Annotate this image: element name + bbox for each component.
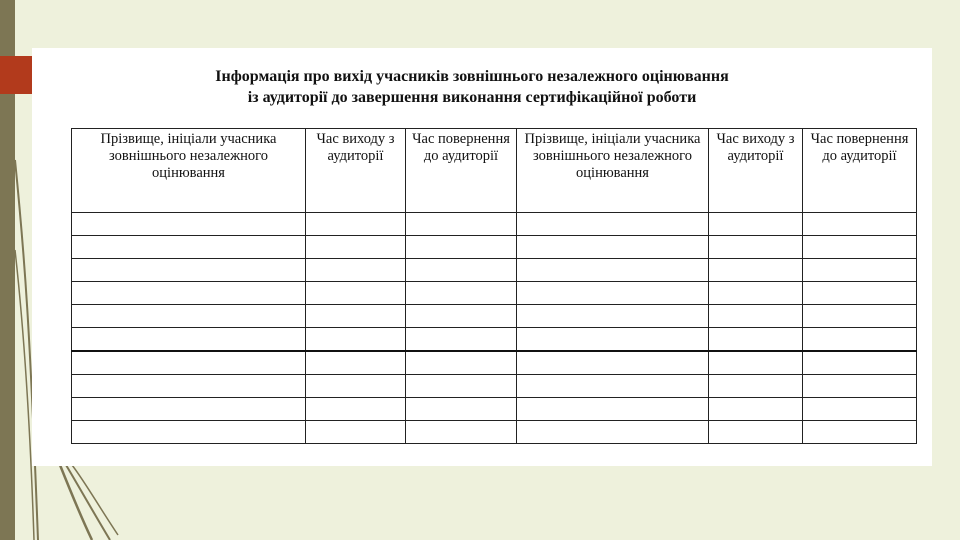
header-return-time-1: Час повернення до аудиторії xyxy=(406,129,517,213)
table-cell[interactable] xyxy=(517,421,709,444)
table-cell[interactable] xyxy=(709,282,803,305)
table-cell[interactable] xyxy=(306,236,406,259)
table-cell[interactable] xyxy=(306,328,406,352)
table-cell[interactable] xyxy=(72,328,306,352)
table-cell[interactable] xyxy=(803,282,917,305)
table-row xyxy=(72,351,917,375)
table-cell[interactable] xyxy=(517,398,709,421)
table-cell[interactable] xyxy=(803,351,917,375)
table-cell[interactable] xyxy=(406,305,517,328)
table-cell[interactable] xyxy=(72,421,306,444)
table-cell[interactable] xyxy=(306,398,406,421)
table-cell[interactable] xyxy=(406,328,517,352)
table-cell[interactable] xyxy=(406,213,517,236)
table-cell[interactable] xyxy=(72,398,306,421)
header-exit-time-1: Час виходу з аудиторії xyxy=(306,129,406,213)
table-cell[interactable] xyxy=(306,351,406,375)
header-name-1: Прізвище, ініціали учасника зовнішнього незалежного оцінювання xyxy=(72,129,306,213)
table-row xyxy=(72,236,917,259)
table-cell[interactable] xyxy=(306,259,406,282)
table-cell[interactable] xyxy=(72,282,306,305)
header-exit-time-2: Час виходу з аудиторії xyxy=(709,129,803,213)
header-return-time-2: Час повернення до аудиторії xyxy=(803,129,917,213)
table-row xyxy=(72,421,917,444)
table-cell[interactable] xyxy=(406,398,517,421)
table-cell[interactable] xyxy=(72,213,306,236)
table-cell[interactable] xyxy=(803,375,917,398)
table-cell[interactable] xyxy=(709,351,803,375)
table-cell[interactable] xyxy=(803,398,917,421)
table-cell[interactable] xyxy=(306,375,406,398)
table-row xyxy=(72,259,917,282)
table-cell[interactable] xyxy=(709,259,803,282)
table-cell[interactable] xyxy=(406,236,517,259)
table-cell[interactable] xyxy=(517,236,709,259)
table-cell[interactable] xyxy=(709,375,803,398)
table-cell[interactable] xyxy=(803,236,917,259)
table-cell[interactable] xyxy=(72,351,306,375)
table-cell[interactable] xyxy=(517,375,709,398)
table-cell[interactable] xyxy=(72,236,306,259)
table-cell[interactable] xyxy=(517,259,709,282)
header-row xyxy=(72,129,917,213)
table-cell[interactable] xyxy=(709,236,803,259)
table-cell[interactable] xyxy=(709,305,803,328)
table-cell[interactable] xyxy=(803,259,917,282)
header-name-2: Прізвище, ініціали учасника зовнішнього незалежного оцінювання xyxy=(517,129,709,213)
title-line-2: із аудиторії до завершення виконання сертифікаційної роботи xyxy=(247,89,697,106)
table-cell[interactable] xyxy=(306,305,406,328)
table-cell[interactable] xyxy=(803,421,917,444)
table-cell[interactable] xyxy=(517,305,709,328)
exit-log-table xyxy=(71,128,917,444)
table-cell[interactable] xyxy=(72,305,306,328)
table-cell[interactable] xyxy=(517,213,709,236)
table-cell[interactable] xyxy=(406,421,517,444)
table-cell[interactable] xyxy=(406,375,517,398)
table-cell[interactable] xyxy=(517,328,709,352)
table-cell[interactable] xyxy=(803,328,917,352)
table-cell[interactable] xyxy=(406,282,517,305)
table-cell[interactable] xyxy=(709,213,803,236)
document-sheet xyxy=(32,48,932,466)
table-cell[interactable] xyxy=(72,375,306,398)
table-cell[interactable] xyxy=(709,398,803,421)
table-cell[interactable] xyxy=(306,213,406,236)
table-cell[interactable] xyxy=(306,282,406,305)
table-cell[interactable] xyxy=(72,259,306,282)
table-row xyxy=(72,375,917,398)
table-row xyxy=(72,282,917,305)
table-row xyxy=(72,398,917,421)
table-cell[interactable] xyxy=(517,351,709,375)
table-cell[interactable] xyxy=(803,305,917,328)
table-cell[interactable] xyxy=(517,282,709,305)
table-cell[interactable] xyxy=(406,351,517,375)
table-row xyxy=(72,305,917,328)
table-row xyxy=(72,328,917,352)
document-title xyxy=(32,66,932,108)
table-cell[interactable] xyxy=(709,421,803,444)
table-cell[interactable] xyxy=(406,259,517,282)
title-line-1: Інформація про вихід учасників зовнішнього незалежного оцінювання xyxy=(215,68,729,85)
table-row xyxy=(72,213,917,236)
table-cell[interactable] xyxy=(803,213,917,236)
table-cell[interactable] xyxy=(306,421,406,444)
table-cell[interactable] xyxy=(709,328,803,352)
